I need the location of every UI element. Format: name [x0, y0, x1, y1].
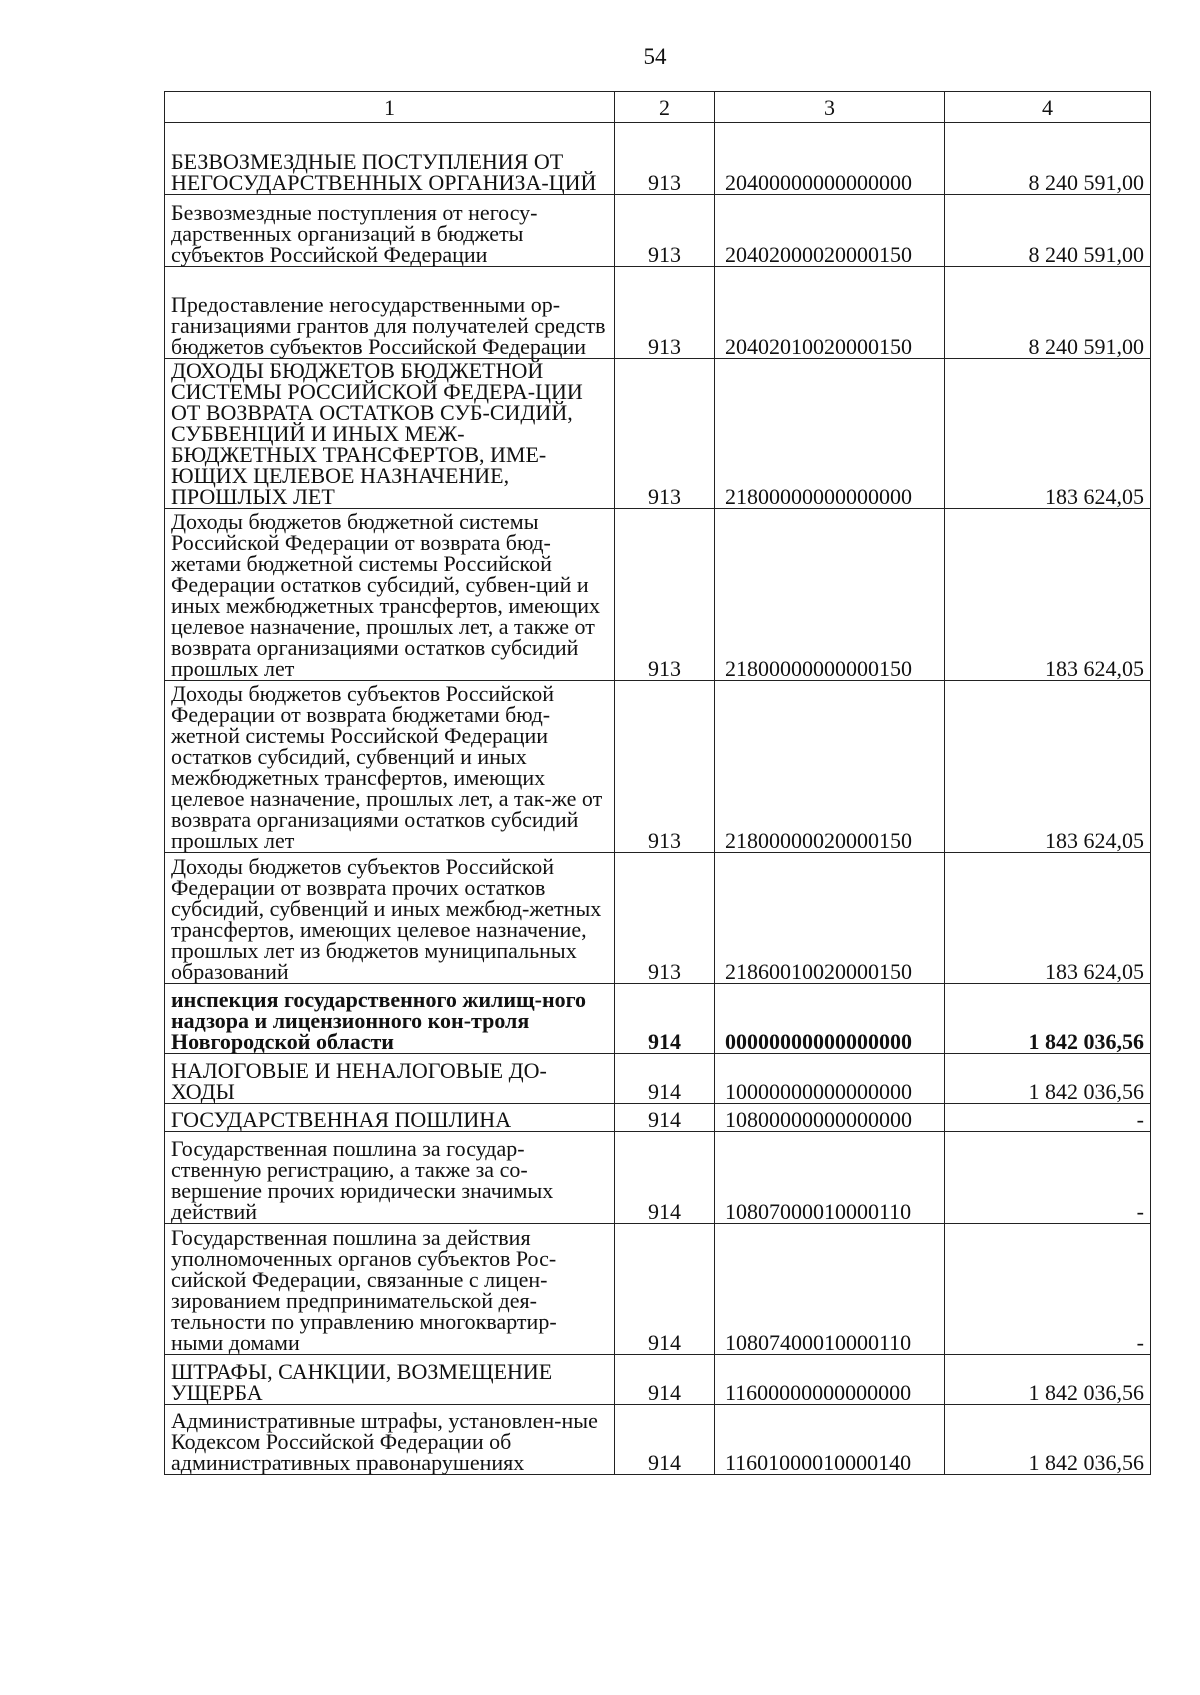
table-row: [165, 123, 1151, 195]
column-header: 2: [615, 92, 715, 123]
table-row: [165, 1224, 1151, 1355]
table-header-row: [165, 92, 1151, 123]
column-header: 4: [945, 92, 1151, 123]
row-name-cell: Доходы бюджетов субъектов Российской Федерации от возврата прочих остатков субсидий, субвенций и иных межбюд-жетных трансфертов, имеющих целевое назначение, прошлых лет из бюджетов муниципальных образований: [165, 853, 615, 984]
row-code-cell: 00000000000000000: [715, 984, 945, 1054]
row-code-cell: 21800000020000150: [715, 681, 945, 853]
row-name-cell: БЕЗВОЗМЕЗДНЫЕ ПОСТУПЛЕНИЯ ОТ НЕГОСУДАРСТВЕННЫХ ОРГАНИЗА-ЦИЙ: [165, 123, 615, 195]
row-admin-cell: 913: [615, 123, 715, 195]
table-row: [165, 359, 1151, 509]
table-row: [165, 1355, 1151, 1405]
row-code-cell: 21860010020000150: [715, 853, 945, 984]
row-admin-cell: 913: [615, 509, 715, 681]
table-row: [165, 1104, 1151, 1132]
table-row: [165, 1405, 1151, 1475]
row-admin-cell: 914: [615, 1054, 715, 1104]
column-header: 1: [165, 92, 615, 123]
row-code-cell: 21800000000000000: [715, 359, 945, 509]
row-name-cell: Государственная пошлина за действия уполномоченных органов субъектов Рос-сийской Федерации, связанные с лицен-зированием предпринимательской дея-тельности по управлению многоквартир-ными домами: [165, 1224, 615, 1355]
row-name-cell: Административные штрафы, установлен-ные Кодексом Российской Федерации об административных правонарушениях: [165, 1405, 615, 1475]
row-code-cell: 20402010020000150: [715, 267, 945, 359]
table-row: [165, 509, 1151, 681]
row-name-cell: Доходы бюджетов субъектов Российской Федерации от возврата бюджетами бюд-жетной системы Российской Федерации остатков субсидий, субвенций и иных межбюджетных трансфертов, имеющих целевое назначение, прошлых лет, а так-же от возврата организациями остатков субсидий прошлых лет: [165, 681, 615, 853]
column-header: 3: [715, 92, 945, 123]
table-row: [165, 853, 1151, 984]
table-row: [165, 267, 1151, 359]
row-admin-cell: 913: [615, 195, 715, 267]
row-admin-cell: 914: [615, 1132, 715, 1224]
row-admin-cell: 913: [615, 853, 715, 984]
row-name-cell: НАЛОГОВЫЕ И НЕНАЛОГОВЫЕ ДО-ХОДЫ: [165, 1054, 615, 1104]
row-admin-cell: 914: [615, 1104, 715, 1132]
row-code-cell: 11600000000000000: [715, 1355, 945, 1405]
row-admin-cell: 914: [615, 1224, 715, 1355]
row-name-cell: Безвозмездные поступления от негосу-дарственных организаций в бюджеты субъектов Российской Федерации: [165, 195, 615, 267]
row-code-cell: 21800000000000150: [715, 509, 945, 681]
row-name-cell: ШТРАФЫ, САНКЦИИ, ВОЗМЕЩЕНИЕ УЩЕРБА: [165, 1355, 615, 1405]
row-code-cell: 10800000000000000: [715, 1104, 945, 1132]
row-amount-cell: 1 842 036,56: [945, 984, 1151, 1054]
table-row: [165, 195, 1151, 267]
row-admin-cell: 913: [615, 359, 715, 509]
row-name-cell: Государственная пошлина за государ-ственную регистрацию, а также за со-вершение прочих юридически значимых действий: [165, 1132, 615, 1224]
row-admin-cell: 914: [615, 984, 715, 1054]
row-code-cell: 10000000000000000: [715, 1054, 945, 1104]
page-number: 54: [643, 44, 667, 69]
row-amount-cell: 8 240 591,00: [945, 195, 1151, 267]
row-admin-cell: 914: [615, 1405, 715, 1475]
row-amount-cell: 183 624,05: [945, 509, 1151, 681]
row-name-cell: ДОХОДЫ БЮДЖЕТОВ БЮДЖЕТНОЙ СИСТЕМЫ РОССИЙСКОЙ ФЕДЕРА-ЦИИ ОТ ВОЗВРАТА ОСТАТКОВ СУБ-СИДИЙ, СУБВЕНЦИЙ И ИНЫХ МЕЖ-БЮДЖЕТНЫХ ТРАНСФЕРТОВ, ИМЕ-ЮЩИХ ЦЕЛЕВОЕ НАЗНАЧЕНИЕ, ПРОШЛЫХ ЛЕТ: [165, 359, 615, 509]
row-name-cell: Доходы бюджетов бюджетной системы Российской Федерации от возврата бюд-жетами бюджетной системы Российской Федерации остатков субсидий, субвен-ций и иных межбюджетных трансфертов, имеющих целевое назначение, прошлых лет, а также от возврата организациями остатков субсидий прошлых лет: [165, 509, 615, 681]
row-amount-cell: 183 624,05: [945, 853, 1151, 984]
row-amount-cell: -: [945, 1224, 1151, 1355]
row-name-cell: Предоставление негосударственными ор-ганизациями грантов для получателей средств бюджетов субъектов Российской Федерации: [165, 267, 615, 359]
row-code-cell: 10807000010000110: [715, 1132, 945, 1224]
row-amount-cell: 1 842 036,56: [945, 1355, 1151, 1405]
revenue-table: [164, 91, 1151, 1475]
row-admin-cell: 914: [615, 1355, 715, 1405]
row-amount-cell: -: [945, 1132, 1151, 1224]
row-admin-cell: 913: [615, 681, 715, 853]
row-amount-cell: -: [945, 1104, 1151, 1132]
row-amount-cell: 1 842 036,56: [945, 1405, 1151, 1475]
row-name-cell: ГОСУДАРСТВЕННАЯ ПОШЛИНА: [165, 1104, 615, 1132]
row-amount-cell: 183 624,05: [945, 681, 1151, 853]
row-amount-cell: 183 624,05: [945, 359, 1151, 509]
row-code-cell: 11601000010000140: [715, 1405, 945, 1475]
table-row: [165, 1132, 1151, 1224]
row-amount-cell: 8 240 591,00: [945, 123, 1151, 195]
row-code-cell: 10807400010000110: [715, 1224, 945, 1355]
row-amount-cell: 8 240 591,00: [945, 267, 1151, 359]
table-row: [165, 681, 1151, 853]
row-admin-cell: 913: [615, 267, 715, 359]
table-row: [165, 984, 1151, 1054]
row-name-cell: инспекция государственного жилищ-ного надзора и лицензионного кон-троля Новгородской области: [165, 984, 615, 1054]
table-row: [165, 1054, 1151, 1104]
row-amount-cell: 1 842 036,56: [945, 1054, 1151, 1104]
row-code-cell: 20400000000000000: [715, 123, 945, 195]
row-code-cell: 20402000020000150: [715, 195, 945, 267]
